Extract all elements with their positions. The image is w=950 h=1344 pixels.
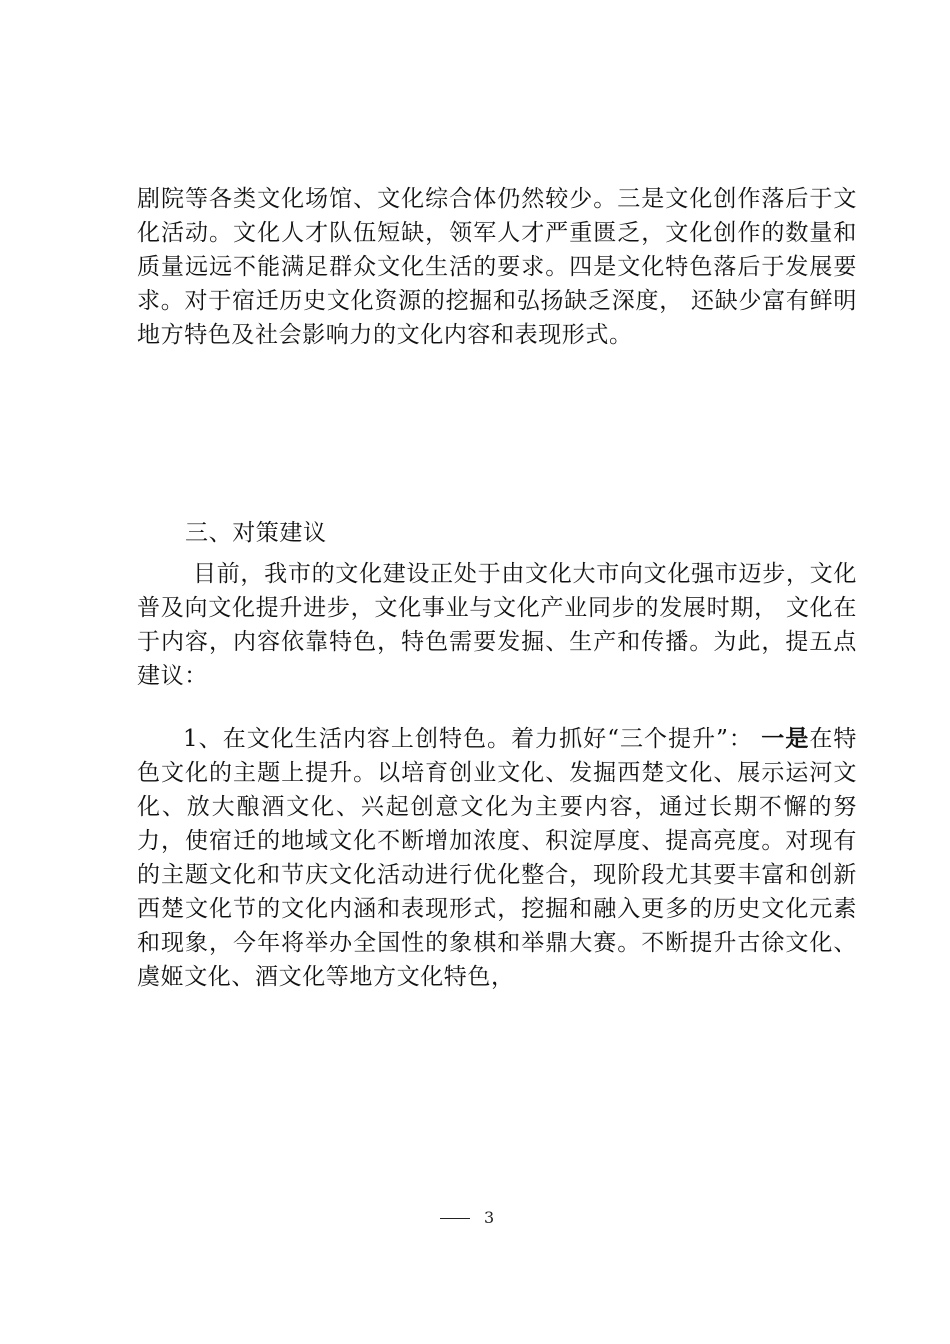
paragraph-3-lead: 1、在文化生活内容上创特色。着力抓好“三个提升”：: [183, 726, 762, 752]
paragraph-3-rest: 在特色文化的主题上提升。以培育创业文化、发掘西楚文化、展示运河文化、放大酿酒文化、兴起创意文化为主要内容，通过长期不懈的努力，使宿迁的地域文化不断增加浓度、积淀厚度、提高亮度。对现有的主题文化和节庆文化活动进行优化整合，现阶段尤其要丰富和创新西楚文化节的文化内涵和表现形式，挖掘和融入更多的历史文化元素和现象，今年将举办全国性的象棋和举鼎大赛。不断提升古徐文化、虞姬文化、酒文化等地方文化特色，: [137, 726, 858, 990]
body-paragraph-1: 剧院等各类文化场馆、文化综合体仍然较少。三是文化创作落后于文化活动。文化人才队伍短缺，领军人才严重匮乏，文化创作的数量和质量远远不能满足群众文化生活的要求。四是文化特色落后于发展要求。对于宿迁历史文化资源的挖掘和弘扬缺乏深度， 还缺少富有鲜明地方特色及社会影响力的文化内容和表现形式。: [137, 186, 857, 348]
page-footer: [440, 1207, 494, 1229]
footer-dash: [440, 1218, 470, 1219]
page-number: 3: [484, 1208, 495, 1227]
section-heading: 三、对策建议: [185, 520, 327, 546]
body-paragraph-2: 目前，我市的文化建设正处于由文化大市向文化强市迈步，文化普及向文化提升进步，文化事业与文化产业同步的发展时期， 文化在于内容，内容依靠特色，特色需要发掘、生产和传播。为此，提五点建议：: [137, 561, 857, 689]
paragraph-3-bold-phrase: 一是: [761, 725, 810, 752]
body-paragraph-3: [137, 722, 857, 994]
